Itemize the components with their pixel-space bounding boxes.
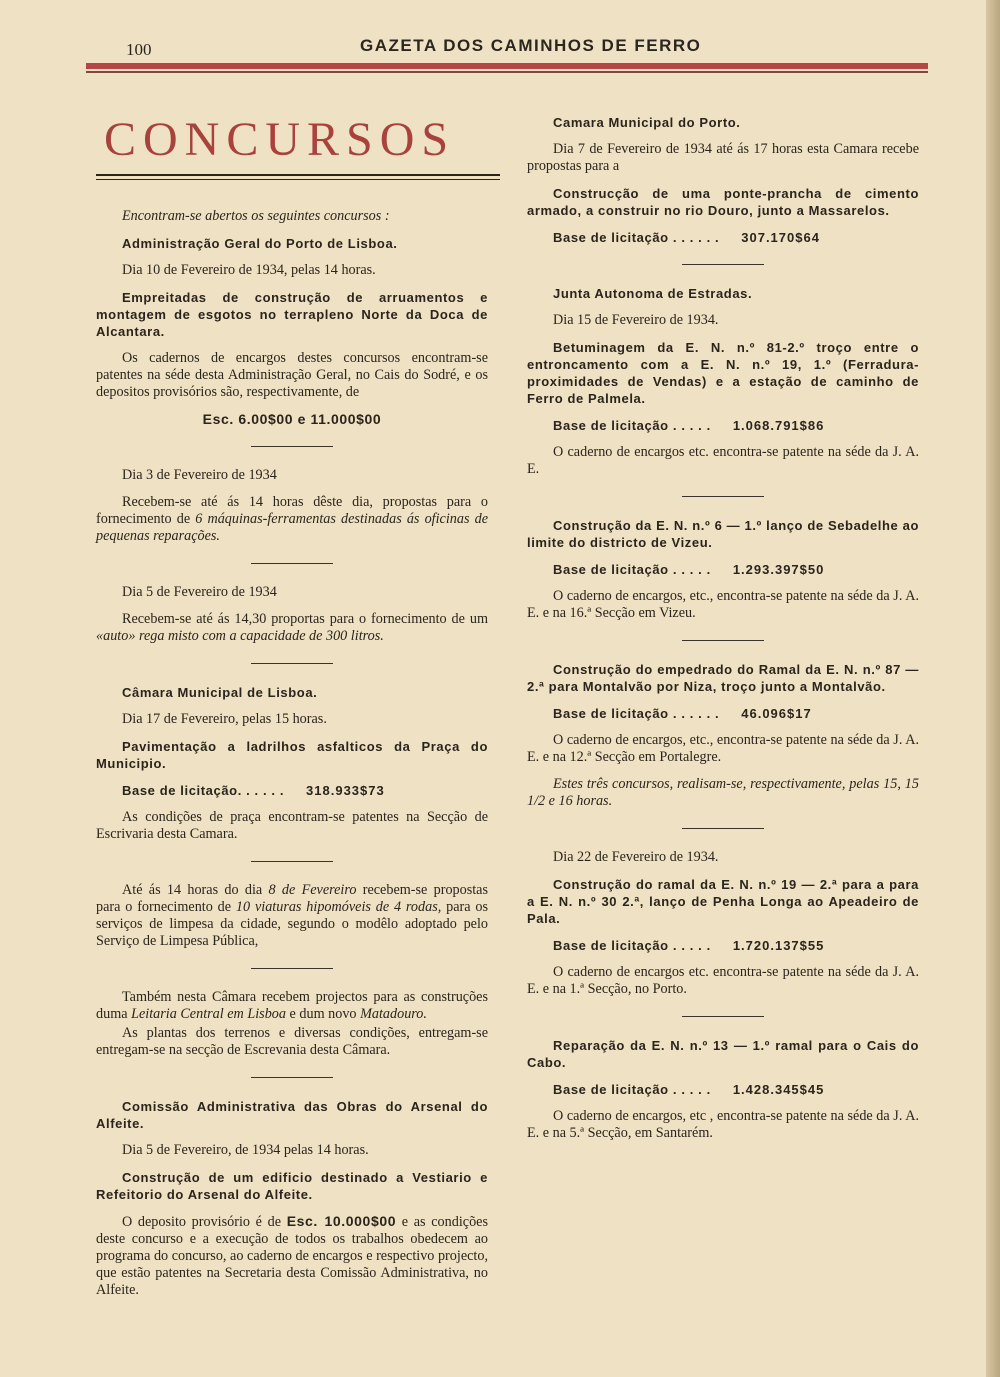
work-title: Construção do ramal da E. N. n.º 19 — 2.ª para a para a E. N. n.º 30 2.ª, lanço de Penha Longa ao Apeadeiro de Pala.	[527, 877, 919, 926]
work-title: Construção de um edificio destinado a Vestiario e Refeitorio do Arsenal do Alfeite.	[96, 1170, 488, 1202]
deposit-amount: Esc. 10.000$00	[286, 1213, 397, 1229]
right-column	[527, 100, 919, 1152]
page-edge	[986, 0, 1000, 1377]
divider	[251, 663, 333, 664]
base-price-line	[96, 782, 488, 799]
text-run: Até ás 14 horas do dia	[122, 882, 269, 898]
base-price-amount: 307.170$64	[741, 230, 820, 245]
text-run: para os serviços de limpesa da cidade, segundo o modêlo adoptado pelo Serviço de Limpesa Pública,	[96, 899, 488, 949]
text-run: e dum novo	[285, 1006, 361, 1022]
body-text	[96, 882, 488, 950]
divider	[251, 968, 333, 969]
body-text: O caderno de encargos, etc., encontra-se patente na séde da J. A. E. e na 16.ª Secção em Vizeu.	[527, 588, 919, 621]
divider	[682, 496, 764, 497]
intro-text: Encontram-se abertos os seguintes concursos :	[122, 208, 390, 224]
date-line: Dia 17 de Fevereiro, pelas 15 horas.	[122, 711, 327, 727]
base-price-line	[527, 1081, 919, 1098]
left-column	[96, 100, 488, 1309]
base-price-line	[527, 705, 919, 722]
date-line: Dia 3 de Fevereiro de 1934	[122, 467, 277, 483]
org-heading: Comissão Administrativa das Obras do Arsenal do Alfeite.	[96, 1099, 488, 1131]
text-run: Recebem-se até ás 14,30 proportas para o fornecimento de um	[122, 611, 488, 627]
schedule-note: Estes três concursos, realisam-se, respectivamente, pelas 15, 15 1/2 e 16 horas.	[527, 776, 919, 809]
divider	[251, 861, 333, 862]
base-price-amount: 318.933$73	[306, 783, 385, 798]
page-header	[0, 30, 1000, 80]
title-rule	[96, 174, 500, 176]
work-title: Pavimentação a ladrilhos asfalticos da Praça do Municipio.	[96, 739, 488, 771]
body-text	[96, 611, 488, 645]
base-price-label: Base de licitação . . . . .	[553, 1082, 711, 1097]
date-line: Dia 15 de Fevereiro de 1934.	[553, 312, 719, 328]
body-text	[96, 1213, 488, 1299]
org-heading: Junta Autonoma de Estradas.	[553, 286, 753, 301]
date-line: Dia 10 de Fevereiro de 1934, pelas 14 horas.	[122, 262, 376, 278]
body-text: Dia 7 de Fevereiro de 1934 até ás 17 horas esta Camara recebe propostas para a	[527, 141, 919, 174]
header-rule-thin	[86, 71, 928, 73]
text-run-italic: 8 de Fevereiro	[268, 882, 357, 898]
date-line: Dia 5 de Fevereiro, de 1934 pelas 14 horas.	[122, 1142, 369, 1158]
divider	[682, 640, 764, 641]
base-price-label: Base de licitação. . . . . .	[122, 783, 285, 798]
body-text	[96, 989, 488, 1023]
text-run-italic: «auto» rega misto com a capacidade de 300 litros.	[96, 628, 384, 644]
base-price-amount: 46.096$17	[741, 706, 812, 721]
text-run: Recebem-se até ás 14 horas dêste dia, propostas para o fornecimento de	[96, 494, 488, 527]
base-price-label: Base de licitação . . . . . .	[553, 706, 720, 721]
page-number: 100	[126, 40, 152, 59]
divider	[682, 1016, 764, 1017]
work-title: Empreitadas de construção de arruamentos e montagem de esgotos no terrapleno Norte da Doca de Alcantara.	[96, 290, 488, 339]
base-price-amount: 1.720.137$55	[732, 938, 825, 953]
date-line: Dia 5 de Fevereiro de 1934	[122, 584, 277, 600]
base-price-label: Base de licitação . . . . .	[553, 938, 711, 953]
text-run: recebem-se propostas para o fornecimento de	[96, 882, 489, 915]
text-run-italic: Matadouro.	[360, 1006, 427, 1022]
text-run-italic: 10 viaturas hipomóveis de 4 rodas,	[235, 899, 442, 915]
body-text: As plantas dos terrenos e diversas condições, entregam-se entregam-se na secção de Escrevania desta Câmara.	[96, 1025, 488, 1058]
text-run: O deposito provisório é de	[122, 1214, 287, 1230]
header-rule	[86, 63, 928, 69]
work-title: Construcção de uma ponte-prancha de cimento armado, a construir no rio Douro, junto a Massarelos.	[527, 186, 919, 218]
divider	[251, 446, 333, 447]
base-price-amount: 1.068.791$86	[732, 418, 825, 433]
text-run-italic: Leitaria Central em Lisboa	[131, 1006, 286, 1022]
base-price-line	[527, 229, 919, 246]
base-price-amount: 1.428.345$45	[732, 1082, 825, 1097]
divider	[682, 828, 764, 829]
body-text: O caderno de encargos etc. encontra-se patente na séde da J. A. E.	[527, 444, 919, 477]
body-text: O caderno de encargos etc. encontra-se patente na séde da J. A. E. e na 1.ª Secção, no Porto.	[527, 964, 919, 997]
journal-title: GAZETA DOS CAMINHOS DE FERRO	[360, 36, 702, 55]
body-text: As condições de praça encontram-se patentes na Secção de Escrivaria desta Camara.	[96, 809, 488, 842]
org-heading: Câmara Municipal de Lisboa.	[122, 685, 318, 700]
base-price-line	[527, 561, 919, 578]
body-text: Os cadernos de encargos destes concursos encontram-se patentes na séde desta Administração Geral, no Cais do Sodré, e os depositos provisórios são, respectivamente, de	[96, 350, 488, 400]
org-heading: Camara Municipal do Porto.	[553, 115, 741, 130]
body-text: O caderno de encargos, etc., encontra-se patente na séde da J. A. E. e na 12.ª Secção em Portalegre.	[527, 732, 919, 765]
divider	[682, 264, 764, 265]
work-title: Reparação da E. N. n.º 13 — 1.º ramal para o Cais do Cabo.	[527, 1038, 919, 1070]
section-title: CONCURSOS	[104, 113, 456, 166]
org-heading: Administração Geral do Porto de Lisboa.	[122, 236, 398, 251]
work-title: Construção da E. N. n.º 6 — 1.º lanço de Sebadelhe ao limite do districto de Vizeu.	[527, 518, 919, 550]
divider	[251, 1077, 333, 1078]
base-price-amount: 1.293.397$50	[732, 562, 825, 577]
base-price-label: Base de licitação . . . . . .	[553, 230, 720, 245]
work-title: Betuminagem da E. N. n.º 81-2.º troço entre o entroncamento com a E. N. n.º 19, 1.º (Ferradura-proximidades de Vendas) e a estação de caminho de Ferro de Palmela.	[527, 340, 919, 406]
divider	[251, 563, 333, 564]
base-price-line	[527, 417, 919, 434]
text-run: Também nesta Câmara recebem projectos para as construções duma	[96, 989, 488, 1022]
deposit-amounts: Esc. 6.00$00 e 11.000$00	[202, 411, 382, 427]
base-price-label: Base de licitação . . . . .	[553, 418, 711, 433]
body-text: O caderno de encargos, etc , encontra-se patente na séde da J. A. E. e na 5.ª Secção, em Santarém.	[527, 1108, 919, 1141]
date-line: Dia 22 de Fevereiro de 1934.	[553, 849, 719, 865]
body-text	[96, 494, 488, 545]
text-run: e as condições deste concurso e a execução de todos os trabalhos obedecem ao programa do concurso, ao caderno de encargos e respectivo projecto, que estão patentes na Secretaria desta Comissão Administrativa, no Alfeite.	[96, 1214, 488, 1298]
base-price-label: Base de licitação . . . . .	[553, 562, 711, 577]
work-title: Construção do empedrado do Ramal da E. N. n.º 87 — 2.ª para Montalvão por Niza, troço junto a Montalvão.	[527, 662, 919, 694]
base-price-line	[527, 937, 919, 954]
text-run-italic: 6 máquinas-ferramentas destinadas ás oficinas de pequenas reparações.	[96, 511, 488, 544]
